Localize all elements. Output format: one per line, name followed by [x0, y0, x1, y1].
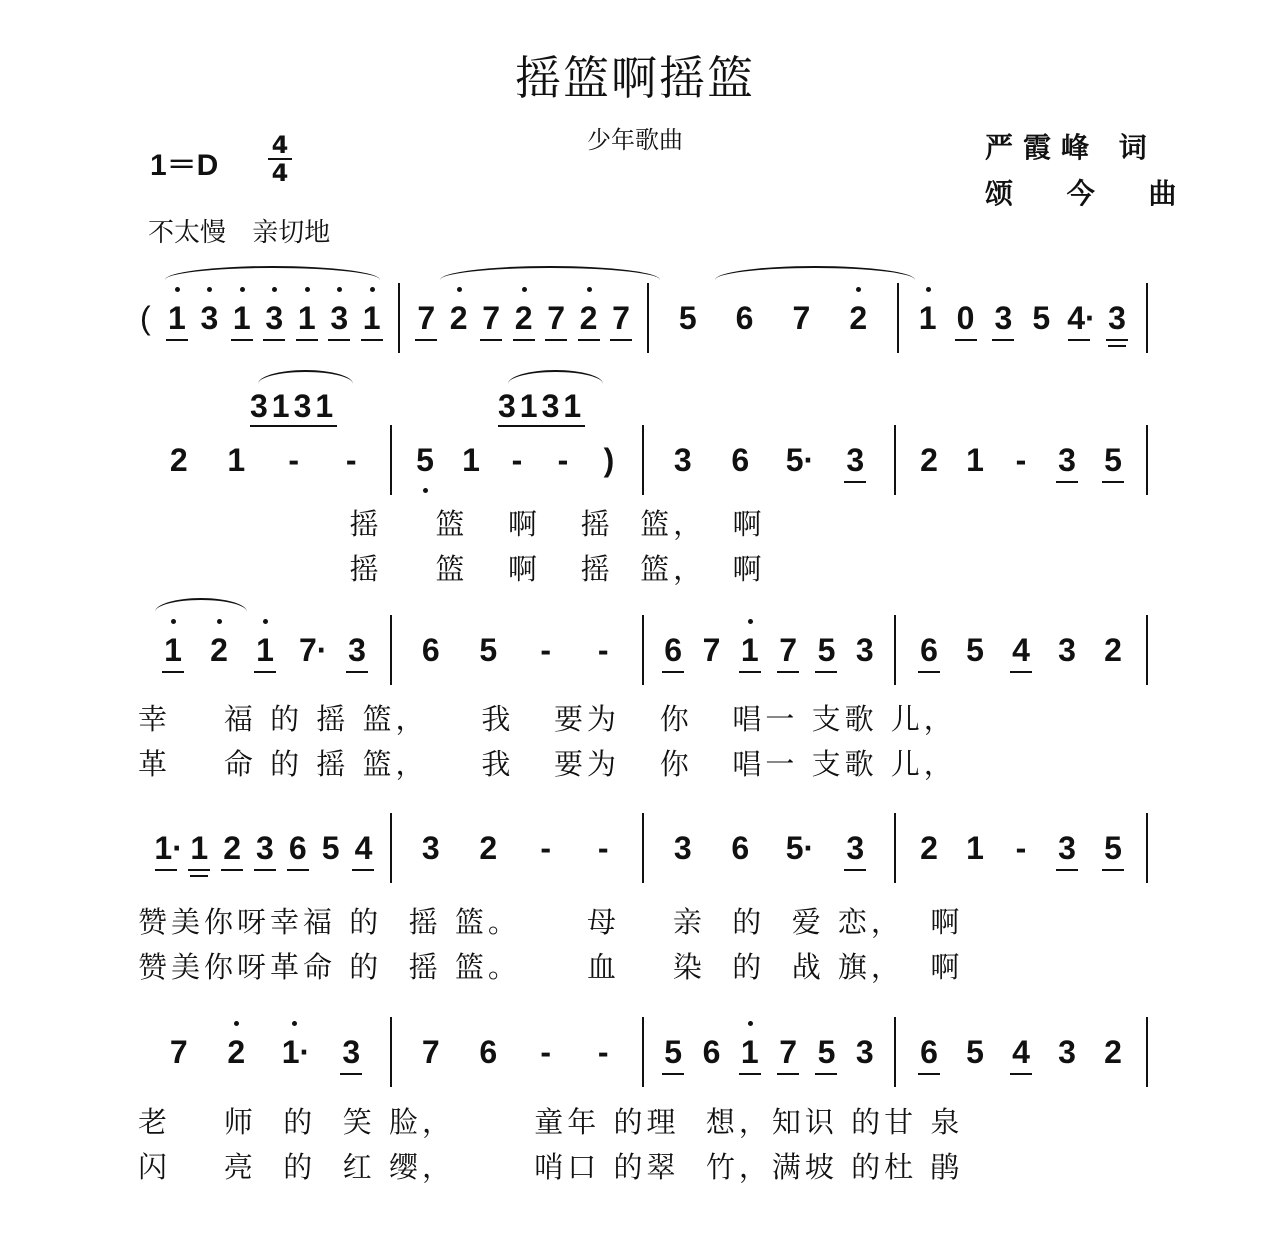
note-value: 5: [664, 1034, 683, 1070]
note-value: 1: [362, 300, 381, 336]
note-value: 3: [994, 300, 1013, 336]
dash-extension: [505, 425, 529, 495]
note-value: 7: [417, 300, 436, 336]
note: [846, 283, 870, 353]
grace-notes: 3131: [498, 388, 585, 427]
note: [728, 425, 752, 495]
note: [789, 283, 813, 353]
octave-up-dot: [234, 1021, 239, 1026]
dash-extension: [534, 615, 558, 685]
note-value: 3: [673, 442, 692, 478]
octave-up-dot: [856, 287, 861, 292]
note: [476, 615, 500, 685]
note-value: 2: [1104, 1034, 1122, 1070]
octave-up-dot: [587, 287, 592, 292]
note-value: 1·: [281, 1034, 311, 1070]
time-top: 4: [271, 131, 289, 159]
grace-notes-2: [498, 388, 593, 427]
note: [476, 813, 500, 883]
note: [299, 615, 328, 685]
note-value: 4: [1012, 1034, 1030, 1070]
note: [447, 283, 471, 353]
note: [1105, 283, 1129, 353]
note: [512, 283, 536, 353]
octave-up-dot: [337, 287, 342, 292]
note-value: 1: [164, 632, 182, 668]
note: [738, 615, 762, 685]
note-value: 5: [479, 632, 498, 668]
note-value: 3: [421, 830, 440, 866]
staff-line-5: [140, 1017, 1148, 1087]
note-value: 2: [210, 632, 228, 668]
note-value: 3: [256, 830, 274, 866]
note-value: 5: [817, 632, 836, 668]
note: [1101, 615, 1125, 685]
note: [476, 1017, 500, 1087]
lyric-line-verse-1: 赞美你呀幸福 的 摇 篮。 母 亲 的 爱 恋， 啊: [138, 905, 964, 939]
note: [814, 615, 838, 685]
note: [843, 425, 867, 495]
note: [853, 1017, 877, 1087]
measure: [644, 813, 896, 883]
note-value: 2: [449, 300, 468, 336]
octave-up-dot: [263, 619, 268, 624]
lyric-line-verse-1: 摇 篮 啊 摇 篮， 啊: [138, 507, 766, 541]
lyric-line-verse-2: 摇 篮 啊 摇 篮， 啊: [138, 552, 766, 586]
note-value: 6: [479, 1034, 498, 1070]
note-value: 5·: [785, 442, 815, 478]
note-value: -: [511, 442, 523, 478]
note-value: 3: [673, 830, 692, 866]
dash-extension: [1009, 425, 1033, 495]
note: [785, 425, 815, 495]
octave-up-dot: [522, 287, 527, 292]
note: [699, 1017, 723, 1087]
note: [1055, 425, 1079, 495]
note-value: 6: [920, 632, 938, 668]
note: [351, 813, 375, 883]
note: [224, 1017, 248, 1087]
note: [785, 813, 815, 883]
note: [728, 813, 752, 883]
note: [776, 1017, 800, 1087]
note-value: 2: [479, 830, 498, 866]
note: [167, 425, 191, 495]
note-value: 5: [1032, 300, 1051, 336]
octave-up-dot: [748, 619, 753, 624]
dash-extension: [534, 813, 558, 883]
note: [230, 283, 254, 353]
measure: [392, 425, 644, 495]
note-value: 3: [330, 300, 349, 336]
measure: [140, 615, 392, 685]
lyric-line-verse-2: 闪 亮 的 红 缨， 哨口 的翠 竹，满坡 的杜 鹃: [138, 1150, 964, 1184]
measure: [140, 813, 392, 883]
note-value: 3: [846, 830, 865, 866]
note: [577, 283, 601, 353]
octave-up-dot: [926, 287, 931, 292]
note: [776, 615, 800, 685]
measure: [896, 813, 1148, 883]
note: [1101, 1017, 1125, 1087]
note-value: 1·: [154, 830, 183, 866]
slur: [440, 266, 660, 280]
note: [1055, 615, 1079, 685]
note-value: 2: [514, 300, 533, 336]
note: [917, 813, 941, 883]
measure: [140, 1017, 392, 1087]
note-value: 6: [731, 442, 750, 478]
open-parenthesis: (: [140, 300, 151, 336]
slur: [715, 266, 915, 280]
note-value: -: [540, 1034, 552, 1070]
note-value: 1: [227, 442, 246, 478]
note-value: -: [1015, 830, 1027, 866]
measure: [151, 283, 400, 353]
note-value: 7: [169, 1034, 188, 1070]
note-value: 5: [416, 442, 434, 478]
note-value: 5·: [785, 830, 815, 866]
note: [733, 283, 757, 353]
note: [414, 283, 438, 353]
dash-extension: [534, 1017, 558, 1087]
note: [154, 813, 183, 883]
note-value: 4: [354, 830, 373, 866]
note: [207, 615, 231, 685]
note-value: 3: [1108, 300, 1126, 336]
octave-up-dot: [370, 287, 375, 292]
note-value: -: [288, 442, 300, 478]
note: [360, 283, 384, 353]
note-value: 2: [920, 442, 938, 478]
note: [671, 425, 695, 495]
measure: [644, 1017, 896, 1087]
note-value: 2: [920, 830, 938, 866]
note: [954, 283, 978, 353]
dash-extension: [591, 813, 615, 883]
note-value: 0: [956, 300, 975, 336]
note: [916, 283, 940, 353]
note-value: 3: [855, 632, 874, 668]
note-value: 5: [678, 300, 697, 336]
tempo-marking: 不太慢 亲切地: [148, 218, 331, 248]
note-value: 5: [1104, 830, 1122, 866]
measure: [899, 283, 1148, 353]
measure: [649, 283, 898, 353]
note-value: 2: [1104, 632, 1122, 668]
note-value: 5: [966, 632, 984, 668]
note-value: 1: [232, 300, 251, 336]
dash-extension: [591, 1017, 615, 1087]
note: [295, 283, 319, 353]
note-value: 7: [779, 1034, 798, 1070]
measure: [896, 615, 1148, 685]
note-value: -: [1015, 442, 1027, 478]
note: [253, 615, 277, 685]
note-value: 2: [223, 830, 241, 866]
note-value: 6: [664, 632, 683, 668]
note: [224, 425, 248, 495]
note: [419, 615, 443, 685]
dash-extension: [551, 425, 575, 495]
note: [161, 615, 185, 685]
note-value: 7: [482, 300, 501, 336]
octave-up-dot: [175, 287, 180, 292]
note-value: ): [603, 442, 615, 478]
note: [327, 283, 351, 353]
note: [1067, 283, 1096, 353]
note: [661, 615, 685, 685]
measure: [140, 425, 392, 495]
note: [345, 615, 369, 685]
dash-extension: [339, 425, 363, 495]
note: [853, 615, 877, 685]
dash-extension: [591, 615, 615, 685]
note: [1055, 1017, 1079, 1087]
note: [479, 283, 503, 353]
note-value: 3: [342, 1034, 361, 1070]
time-signature: [268, 132, 292, 186]
note-value: 1: [297, 300, 316, 336]
octave-up-dot: [457, 287, 462, 292]
note: [319, 813, 343, 883]
note-value: 3: [265, 300, 284, 336]
note-value: 6: [735, 300, 754, 336]
note: [197, 283, 221, 353]
staff-line-2: [140, 425, 1148, 495]
note-value: 3: [348, 632, 366, 668]
measure: [392, 813, 644, 883]
note-value: -: [597, 1034, 609, 1070]
note-value: 1: [167, 300, 186, 336]
lyric-line-verse-2: 赞美你呀革命 的 摇 篮。 血 染 的 战 旗， 啊: [138, 950, 964, 984]
note-value: 2: [849, 300, 868, 336]
note-value: 3: [1058, 632, 1076, 668]
staff-line-1: [140, 283, 1148, 353]
note-value: 5: [966, 1034, 984, 1070]
note-value: 5: [817, 1034, 836, 1070]
measure: [392, 615, 644, 685]
note: [963, 813, 987, 883]
slur: [155, 598, 247, 612]
octave-up-dot: [171, 619, 176, 624]
note-value: 3: [1058, 442, 1076, 478]
note: [814, 1017, 838, 1087]
octave-up-dot: [240, 287, 245, 292]
note: [187, 813, 211, 883]
note-value: 7·: [299, 632, 328, 668]
note-value: 6: [702, 1034, 721, 1070]
octave-up-dot: [305, 287, 310, 292]
note: [220, 813, 244, 883]
note: [843, 813, 867, 883]
note-value: 2: [169, 442, 188, 478]
measure: [644, 615, 896, 685]
note: [963, 1017, 987, 1087]
note-value: 6: [288, 830, 307, 866]
note-value: -: [540, 830, 552, 866]
note-value: 3: [855, 1034, 874, 1070]
note: [339, 1017, 363, 1087]
note-value: 1: [740, 1034, 759, 1070]
note: [597, 425, 621, 495]
note-value: 7: [779, 632, 798, 668]
note-value: -: [540, 632, 552, 668]
note-value: 2: [227, 1034, 246, 1070]
note: [917, 1017, 941, 1087]
note: [1009, 1017, 1033, 1087]
note: [699, 615, 723, 685]
note: [167, 1017, 191, 1087]
slur: [508, 370, 603, 384]
note: [419, 813, 443, 883]
measure: [400, 283, 649, 353]
composer: 颂 今 曲: [985, 177, 1199, 210]
note: [963, 615, 987, 685]
note-value: 3: [846, 442, 865, 478]
note-value: 1: [256, 632, 274, 668]
octave-up-dot: [207, 287, 212, 292]
note: [671, 813, 695, 883]
note: [544, 283, 568, 353]
octave-up-dot: [272, 287, 277, 292]
note: [609, 283, 633, 353]
note-value: 7: [702, 632, 721, 668]
key-signature: 1＝D: [150, 149, 219, 182]
note: [286, 813, 310, 883]
note: [253, 813, 277, 883]
measure: [896, 425, 1148, 495]
lyric-line-verse-2: 革 命 的 摇 篮， 我 要为 你 唱一 支歌 儿，: [138, 747, 957, 781]
octave-up-dot: [292, 1021, 297, 1026]
note-value: 3: [200, 300, 219, 336]
note-value: 5: [1104, 442, 1122, 478]
note-value: 1: [966, 830, 984, 866]
lyric-line-verse-1: 幸 福 的 摇 篮， 我 要为 你 唱一 支歌 儿，: [138, 702, 957, 736]
note-value: 6: [920, 1034, 938, 1070]
note: [917, 425, 941, 495]
note-value: -: [557, 442, 569, 478]
note-value: 6: [421, 632, 440, 668]
note-value: 4: [1012, 632, 1030, 668]
note-value: 2: [579, 300, 598, 336]
note: [1009, 615, 1033, 685]
note-value: 7: [792, 300, 811, 336]
staff-line-3: [140, 615, 1148, 685]
octave-down-dot: [423, 488, 428, 493]
note: [676, 283, 700, 353]
note-value: 4·: [1067, 300, 1096, 336]
dash-extension: [1009, 813, 1033, 883]
note-value: 1: [918, 300, 937, 336]
note: [917, 615, 941, 685]
song-title: 摇篮啊摇篮: [515, 51, 755, 105]
note-value: 3: [1058, 1034, 1076, 1070]
slur: [258, 370, 353, 384]
slur: [165, 266, 380, 280]
note-value: 1: [462, 442, 480, 478]
octave-up-dot: [217, 619, 222, 624]
note: [262, 283, 286, 353]
note-value: 6: [731, 830, 750, 866]
note-value: -: [597, 632, 609, 668]
note: [1055, 813, 1079, 883]
note: [991, 283, 1015, 353]
note: [1101, 425, 1125, 495]
note-value: 1: [966, 442, 984, 478]
measure: [392, 1017, 644, 1087]
note: [413, 425, 437, 495]
note: [1101, 813, 1125, 883]
note: [738, 1017, 762, 1087]
note-value: 7: [421, 1034, 440, 1070]
note: [165, 283, 189, 353]
note: [281, 1017, 311, 1087]
note-value: 3: [1058, 830, 1076, 866]
note-value: -: [597, 830, 609, 866]
note-value: -: [345, 442, 357, 478]
note: [1029, 283, 1053, 353]
note-value: 1: [740, 632, 759, 668]
measure: [644, 425, 896, 495]
octave-up-dot: [748, 1021, 753, 1026]
measure: [896, 1017, 1148, 1087]
note: [459, 425, 483, 495]
subtitle: 少年歌曲: [587, 126, 683, 154]
staff-line-4: [140, 813, 1148, 883]
note-value: 1: [190, 830, 209, 866]
note-value: 5: [321, 830, 340, 866]
grace-notes: 3131: [250, 388, 337, 427]
note: [661, 1017, 685, 1087]
grace-notes-1: [250, 388, 345, 427]
time-bottom: 4: [268, 158, 292, 186]
lyricist: 严霞峰 词: [985, 131, 1157, 164]
dash-extension: [282, 425, 306, 495]
lyric-line-verse-1: 老 师 的 笑 脸， 童年 的理 想，知识 的甘 泉: [138, 1105, 964, 1139]
note-value: 7: [547, 300, 565, 336]
note: [419, 1017, 443, 1087]
note-value: 7: [612, 300, 630, 336]
note: [963, 425, 987, 495]
